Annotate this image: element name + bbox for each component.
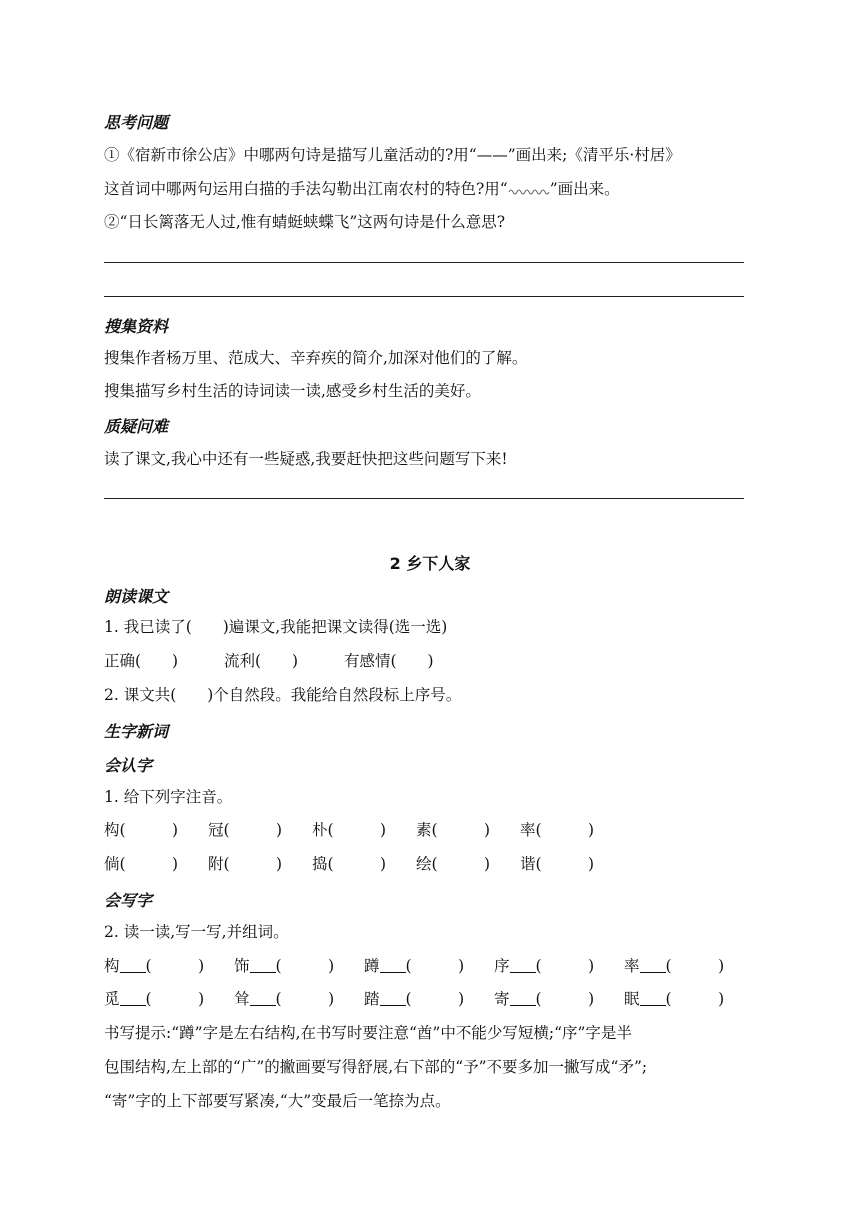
write-item[interactable] [234,989,364,1009]
write-blank[interactable] [380,991,406,1006]
writing-tip-line-2: 包围结构,左上部的“广”的撇画要写得舒展,右下部的“予”不要多加一撇写成“矛”; [104,1058,648,1076]
read-line-2: 2. 课文共( )个自然段。我能给自然段标上序号。 [104,686,462,704]
section-heading-read: 朗读课文 [104,587,169,606]
collect-line-1: 搜集作者杨万里、范成大、辛弃疾的简介,加深对他们的了解。 [104,349,528,367]
write-item[interactable] [104,989,234,1009]
pinyin-item[interactable]: 构( ) [104,821,179,839]
write-char: 蹲 [364,957,380,975]
writing-tip-line-3: “寄”字的上下部要写紧凑,“大”变最后一笔捺为点。 [104,1092,451,1110]
write-blank[interactable] [510,958,536,973]
recognize-row-2 [104,854,624,874]
section-heading-question: 质疑问难 [104,417,169,436]
write-blank[interactable] [640,991,666,1006]
word-paren: ( ) [275,990,335,1008]
answer-line[interactable] [104,296,744,297]
answer-line[interactable] [104,262,744,263]
think-question-1-line2-start: 这首词中哪两句运用白描的手法勾勒出江南农村的特色?用“ [104,180,508,198]
write-row-1 [104,956,744,976]
answer-line[interactable] [104,498,744,499]
word-paren: ( ) [145,990,205,1008]
pinyin-item[interactable]: 谐( ) [520,855,595,873]
question-line-1: 读了课文,我心中还有一些疑惑,我要赶快把这些问题写下来! [104,450,508,468]
write-char: 饰 [234,957,250,975]
read-option-correct[interactable]: 正确( ) [104,652,179,670]
write-char: 耸 [234,990,250,1008]
word-paren: ( ) [535,990,595,1008]
write-blank[interactable] [250,991,276,1006]
write-char: 眠 [624,990,640,1008]
word-paren: ( ) [405,990,465,1008]
pinyin-item[interactable]: 绘( ) [416,855,491,873]
write-char: 构 [104,957,120,975]
word-paren: ( ) [665,990,725,1008]
section-heading-think: 思考问题 [104,113,169,132]
think-question-2: ②“日长篱落无人过,惟有蜻蜓蛱蝶飞”这两句诗是什么意思? [104,213,506,231]
write-blank[interactable] [510,991,536,1006]
think-question-1-line2 [104,179,620,199]
pinyin-item[interactable]: 倘( ) [104,855,179,873]
think-question-1-line1: ①《宿新市徐公店》中哪两句诗是描写儿童活动的?用“——”画出来;《清平乐·村居》 [104,146,681,164]
word-paren: ( ) [535,957,595,975]
pinyin-item[interactable]: 冠( ) [208,821,283,839]
write-blank[interactable] [640,958,666,973]
write-item[interactable] [494,989,624,1009]
read-option-expressive[interactable]: 有感情( ) [344,652,434,670]
write-item[interactable] [364,989,494,1009]
pinyin-item[interactable]: 朴( ) [312,821,387,839]
write-item[interactable] [234,956,364,976]
write-item[interactable] [364,956,494,976]
write-char: 觅 [104,990,120,1008]
read-option-fluent[interactable]: 流利( ) [224,652,299,670]
pinyin-item[interactable]: 捣( ) [312,855,387,873]
section-heading-collect: 搜集资料 [104,317,169,336]
write-blank[interactable] [120,991,146,1006]
write-row-2 [104,989,744,1009]
write-item[interactable] [494,956,624,976]
write-char: 踏 [364,990,380,1008]
write-char: 序 [494,957,510,975]
read-line-1: 1. 我已读了( )遍课文,我能把课文读得(选一选) [104,618,448,636]
write-item[interactable] [104,956,234,976]
write-item[interactable] [624,956,744,976]
write-blank[interactable] [120,958,146,973]
write-blank[interactable] [380,958,406,973]
section-heading-write: 会写字 [104,891,153,910]
write-item[interactable] [624,989,744,1009]
word-paren: ( ) [405,957,465,975]
think-question-1-line2-end: ”画出来。 [549,180,620,198]
word-paren: ( ) [275,957,335,975]
section-heading-recognize: 会认字 [104,756,153,775]
recognize-row-1 [104,820,624,840]
collect-line-2: 搜集描写乡村生活的诗词读一读,感受乡村生活的美好。 [104,382,481,400]
pinyin-item[interactable]: 素( ) [416,821,491,839]
write-blank[interactable] [250,958,276,973]
lesson-title: 2 乡下人家 [389,554,471,573]
section-heading-words: 生字新词 [104,722,169,741]
write-char: 寄 [494,990,510,1008]
pinyin-item[interactable]: 率( ) [520,821,595,839]
recognize-instruction: 1. 给下列字注音。 [104,788,233,806]
write-char: 率 [624,957,640,975]
word-paren: ( ) [145,957,205,975]
wavy-underline-icon [508,188,550,196]
pinyin-item[interactable]: 附( ) [208,855,283,873]
word-paren: ( ) [665,957,725,975]
writing-tip-line-1: 书写提示:“蹲”字是左右结构,在书写时要注意“酋”中不能少写短横;“序”字是半 [104,1024,632,1042]
write-instruction: 2. 读一读,写一写,并组词。 [104,923,289,941]
